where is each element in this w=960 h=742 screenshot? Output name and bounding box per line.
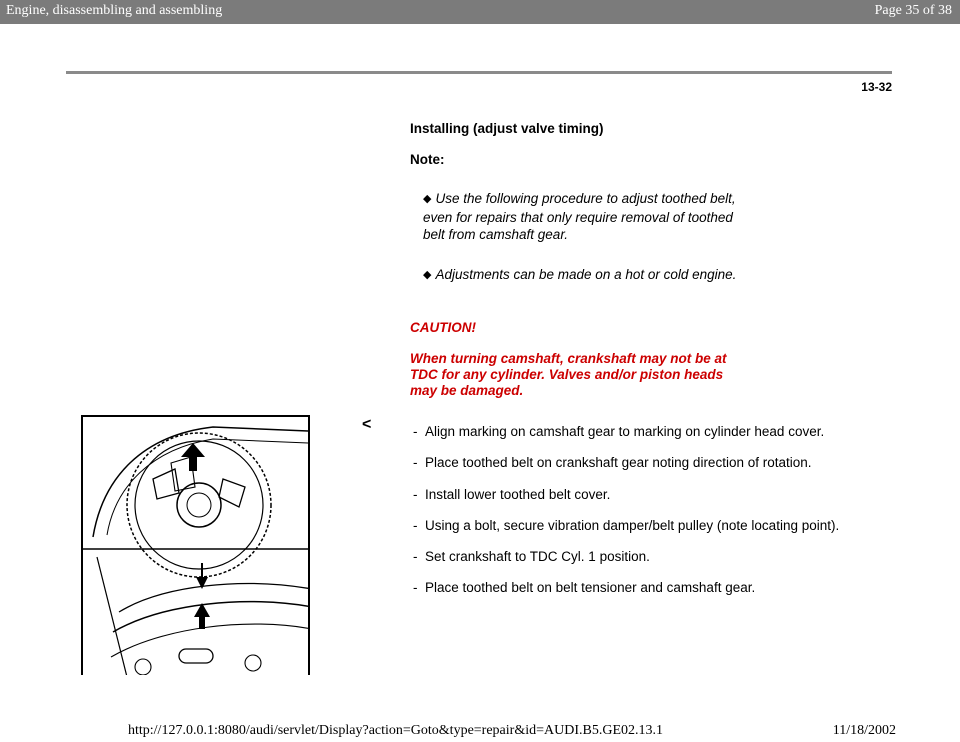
- page-number: 13-32: [861, 80, 892, 94]
- header-rule: [66, 71, 892, 74]
- note-label: Note:: [410, 152, 445, 167]
- valve-timing-figure: [81, 415, 310, 675]
- camshaft-crankshaft-illustration: [83, 417, 310, 675]
- list-item: - Using a bolt, secure vibration damper/belt pulley (note locating point).: [413, 517, 840, 533]
- note-text: Use the following procedure to adjust toothed belt, even for repairs that only require removal of toothed belt from camshaft gear.: [423, 191, 736, 242]
- list-item: - Align marking on camshaft gear to marking on cylinder head cover.: [413, 424, 825, 439]
- figure-pointer-icon: <: [362, 416, 372, 433]
- diamond-bullet-icon: ◆: [423, 193, 432, 205]
- footer-date: 11/18/2002: [832, 723, 896, 738]
- note-item: [423, 266, 743, 285]
- footer-url: http://127.0.0.1:8080/audi/servlet/Display?action=Goto&type=repair&id=AUDI.B5.GE02.13.1: [128, 723, 663, 738]
- section-title: Installing (adjust valve timing): [410, 121, 604, 136]
- window-header: [0, 0, 960, 24]
- list-item: - Place toothed belt on crankshaft gear noting direction of rotation.: [413, 455, 812, 471]
- page-indicator: Page 35 of 38: [874, 3, 952, 18]
- note-item: [423, 190, 743, 243]
- list-item: - Place toothed belt on belt tensioner and camshaft gear.: [413, 580, 756, 596]
- procedure-steps: [413, 424, 839, 612]
- note-text: Adjustments can be made on a hot or cold engine.: [435, 267, 737, 282]
- caution-text: When turning camshaft, crankshaft may not be at TDC for any cylinder. Valves and/or piston heads may be damaged.: [410, 351, 727, 398]
- list-item: - Install lower toothed belt cover.: [413, 486, 611, 502]
- document-title: Engine, disassembling and assembling: [6, 3, 223, 18]
- diamond-bullet-icon: ◆: [423, 269, 432, 281]
- caution-label: CAUTION!: [410, 320, 476, 335]
- list-item: - Set crankshaft to TDC Cyl. 1 position.: [413, 549, 650, 565]
